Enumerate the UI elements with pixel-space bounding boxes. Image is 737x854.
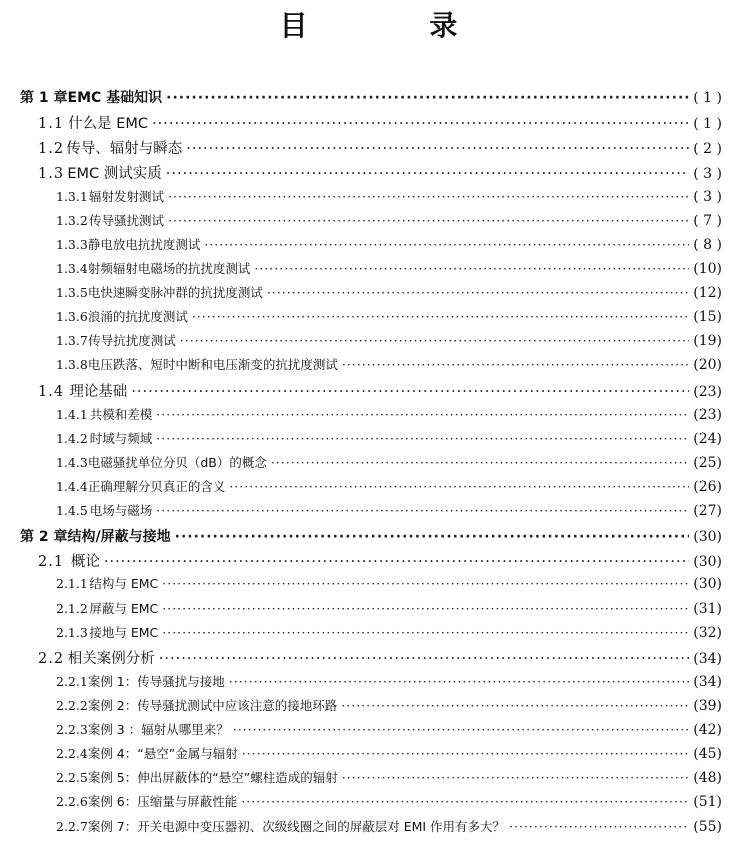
toc-entry-number: 2.2.6: [56, 794, 88, 809]
dot-leader: [156, 407, 689, 422]
toc-entry-number: 2.1: [38, 554, 65, 570]
dot-leader: [509, 819, 689, 834]
toc-entry-title: 案例 1：传导骚扰与接地: [87, 674, 225, 689]
toc-entry-title: 相关案例分析: [67, 651, 155, 667]
toc-subsection-row[interactable]: [0, 720, 722, 738]
toc-page-number: (51): [693, 794, 722, 810]
toc-entry-title: 接地与 EMC: [89, 625, 159, 640]
toc-entry-title: 理论基础: [69, 384, 128, 400]
dot-leader: [341, 698, 689, 713]
dot-leader: [152, 116, 689, 132]
toc-page-number: ( 7 ): [693, 213, 722, 229]
dot-leader: [166, 90, 689, 106]
toc-page-number: (34): [693, 674, 722, 690]
toc-entry-number: 2.1.2: [56, 601, 88, 616]
toc-entry-title: 辐射发射测试: [89, 189, 165, 204]
toc-subsection-row[interactable]: [0, 501, 722, 519]
toc-entry-number: 1.3.5: [56, 285, 88, 300]
dot-leader: [166, 166, 689, 182]
dot-leader: [192, 309, 689, 324]
toc-entry-title: 静电放电抗扰度测试: [87, 237, 201, 252]
toc-page-number: (23): [693, 407, 722, 423]
toc-entry-title: 案例 4：“悬空”金属与辐射: [87, 746, 238, 761]
toc-subsection-row[interactable]: [0, 792, 722, 810]
dot-leader: [131, 384, 689, 400]
toc-page-number: (30): [693, 554, 722, 570]
page-title: 目 录: [279, 9, 514, 42]
dot-leader: [159, 651, 689, 667]
toc-subsection-row[interactable]: [0, 307, 722, 325]
toc-page-number: (34): [693, 651, 722, 667]
toc-subsection-row[interactable]: [0, 453, 722, 471]
dot-leader: [162, 576, 689, 591]
toc-entry-number: 1.3.4: [56, 261, 88, 276]
toc-entry-number: 1.4: [38, 384, 65, 400]
toc-entry-number: 1.4.5: [56, 503, 88, 518]
toc-page-number: ( 2 ): [693, 141, 722, 157]
toc-subsection-row[interactable]: [0, 235, 722, 253]
toc-entry-number: 1.3.1: [56, 189, 88, 204]
toc-subsection-row[interactable]: [0, 672, 722, 690]
toc-subsection-row[interactable]: [0, 355, 722, 373]
dot-leader: [162, 625, 689, 640]
toc-entry-title: 电压跌落、短时中断和电压渐变的抗扰度测试: [87, 357, 338, 372]
toc-subsection-row[interactable]: [0, 187, 722, 205]
dot-leader: [180, 333, 689, 348]
toc-page-number: (42): [693, 722, 722, 738]
toc-section-row[interactable]: [0, 162, 722, 183]
toc-page-number: (45): [693, 746, 722, 762]
toc-subsection-row[interactable]: [0, 768, 722, 786]
toc-page-number: (23): [693, 384, 722, 400]
toc-entry-title: 案例 7：开关电源中变压器初、次级线圈之间的屏蔽层对 EMI 作用有多大？: [87, 819, 506, 834]
toc-section-row[interactable]: [0, 112, 722, 133]
dot-leader: [342, 770, 690, 785]
toc-entry-number: 1.3.6: [56, 309, 88, 324]
toc-page-number: (20): [693, 357, 722, 373]
dot-leader: [267, 285, 689, 300]
toc-page-number: (15): [693, 309, 722, 325]
toc-entry-number: 第 2 章: [20, 529, 68, 545]
toc-page-number: ( 3 ): [693, 166, 722, 182]
toc-entry-title: 电快速瞬变脉冲群的抗扰度测试: [87, 285, 263, 300]
toc-page-number: (27): [693, 503, 722, 519]
dot-leader: [242, 746, 690, 761]
toc-entry-title: 时域与频域: [89, 431, 153, 446]
toc-entry-number: 2.2.3: [56, 722, 88, 737]
toc-entry-number: 第 1 章: [20, 90, 68, 106]
dot-leader: [156, 431, 689, 446]
toc-page-number: (12): [693, 285, 722, 301]
toc-page-number: (39): [693, 698, 722, 714]
toc-entry-title: 案例 3 ：辐射从哪里来？: [87, 722, 229, 737]
toc-subsection-row[interactable]: [0, 817, 722, 835]
toc-entry-number: 1.4.3: [56, 455, 88, 470]
toc-page-number: (55): [693, 819, 722, 835]
toc-entry-title: 共模和差模: [89, 407, 153, 422]
toc-entry-number: 1.4.2: [56, 431, 88, 446]
toc-chapter-row[interactable]: [0, 526, 722, 546]
toc-entry-title: 结构/屏蔽与接地: [67, 529, 171, 545]
toc-entry-title: 浪涌的抗扰度测试: [87, 309, 188, 324]
dot-leader: [156, 503, 689, 518]
dot-leader: [342, 357, 689, 372]
toc-entry-title: 结构与 EMC: [89, 576, 159, 591]
toc-entry-number: 2.2.1: [56, 674, 88, 689]
toc-page-number: (24): [693, 431, 722, 447]
toc-entry-title: 案例 5：伸出屏蔽体的“悬空”螺柱造成的辐射: [87, 770, 338, 785]
dot-leader: [229, 674, 690, 689]
toc-entry-number: 2.2.4: [56, 746, 88, 761]
dot-leader: [168, 189, 689, 204]
dot-leader: [233, 722, 690, 737]
toc-entry-title: 射频辐射电磁场的抗扰度测试: [87, 261, 251, 276]
toc-subsection-row[interactable]: [0, 696, 722, 714]
toc-entry-title: 正确理解分贝真正的含义: [87, 479, 226, 494]
toc-entry-title: 传导抗扰度测试: [88, 333, 176, 348]
toc-page-number: (19): [693, 333, 722, 349]
toc-entry-title: 什么是 EMC: [68, 116, 149, 132]
toc-subsection-row[interactable]: [0, 599, 722, 617]
dot-leader: [162, 601, 689, 616]
toc-page-number: (32): [693, 625, 722, 641]
toc-page-number: ( 1 ): [693, 116, 722, 132]
dot-leader: [254, 261, 689, 276]
toc-entry-title: 案例 6：压缩量与屏蔽性能: [87, 794, 238, 809]
toc-page-number: (26): [693, 479, 722, 495]
dot-leader: [104, 554, 689, 570]
toc-entry-title: 电磁骚扰单位分贝（dB）的概念: [87, 455, 267, 470]
toc-entry-title: EMC 基础知识: [67, 90, 163, 106]
toc-subsection-row[interactable]: [0, 574, 722, 592]
toc-entry-number: 2.2.7: [56, 819, 88, 834]
dot-leader: [168, 213, 689, 228]
toc-entry-number: 2.1.1: [56, 576, 88, 591]
dot-leader: [204, 237, 689, 252]
toc-page-number: (31): [693, 601, 722, 617]
toc-section-row[interactable]: [0, 137, 722, 158]
toc-entry-number: 1.3.3: [56, 237, 88, 252]
toc-entry-number: 2.2.5: [56, 770, 88, 785]
toc-subsection-row[interactable]: [0, 429, 722, 447]
toc-entry-number: 2.2.2: [56, 698, 88, 713]
dot-leader: [175, 529, 690, 545]
dot-leader: [186, 141, 689, 157]
toc-chapter-row[interactable]: [0, 87, 722, 107]
dot-leader: [271, 455, 689, 470]
toc-entry-title: 传导、辐射与瞬态: [66, 141, 183, 157]
toc-subsection-row[interactable]: [0, 283, 722, 301]
toc-entry-number: 1.1: [38, 116, 65, 132]
toc-section-row[interactable]: [0, 380, 722, 401]
toc-subsection-row[interactable]: [0, 211, 722, 229]
toc-subsection-row[interactable]: [0, 259, 722, 277]
toc-entry-number: 2.2: [38, 651, 65, 667]
toc-entry-number: 1.3.7: [56, 333, 88, 348]
toc-page-number: (30): [693, 576, 722, 592]
toc-entry-number: 1.2: [38, 141, 65, 157]
toc-section-row[interactable]: [0, 647, 722, 668]
dot-leader: [229, 479, 689, 494]
toc-page-number: ( 8 ): [693, 237, 722, 253]
toc-subsection-row[interactable]: [0, 477, 722, 495]
toc-entry-title: 概论: [70, 554, 100, 570]
toc-page-number: (30): [693, 529, 722, 545]
toc-section-row[interactable]: [0, 550, 722, 571]
toc-entry-title: 屏蔽与 EMC: [89, 601, 159, 616]
toc-entry-number: 1.4.1: [56, 407, 88, 422]
toc-page-number: (10): [693, 261, 722, 277]
toc-entry-number: 1.4.4: [56, 479, 88, 494]
toc-entry-title: EMC 测试实质: [67, 166, 162, 182]
toc-entry-title: 电场与磁场: [89, 503, 153, 518]
toc-page-number: ( 3 ): [693, 189, 722, 205]
toc-entry-title: 案例 2：传导骚扰测试中应该注意的接地环路: [87, 698, 338, 713]
toc-subsection-row[interactable]: [0, 623, 722, 641]
toc-entry-title: 传导骚扰测试: [89, 213, 165, 228]
toc-subsection-row[interactable]: [0, 744, 722, 762]
toc-page-number: ( 1 ): [693, 90, 722, 106]
toc-entry-number: 1.3.8: [56, 357, 88, 372]
toc-entry-number: 2.1.3: [56, 625, 88, 640]
dot-leader: [241, 794, 689, 809]
toc-entry-number: 1.3: [38, 166, 65, 182]
toc-entry-number: 1.3.2: [56, 213, 88, 228]
toc-page-number: (48): [693, 770, 722, 786]
toc-subsection-row[interactable]: [0, 331, 722, 349]
toc-page-number: (25): [693, 455, 722, 471]
toc-subsection-row[interactable]: [0, 405, 722, 423]
